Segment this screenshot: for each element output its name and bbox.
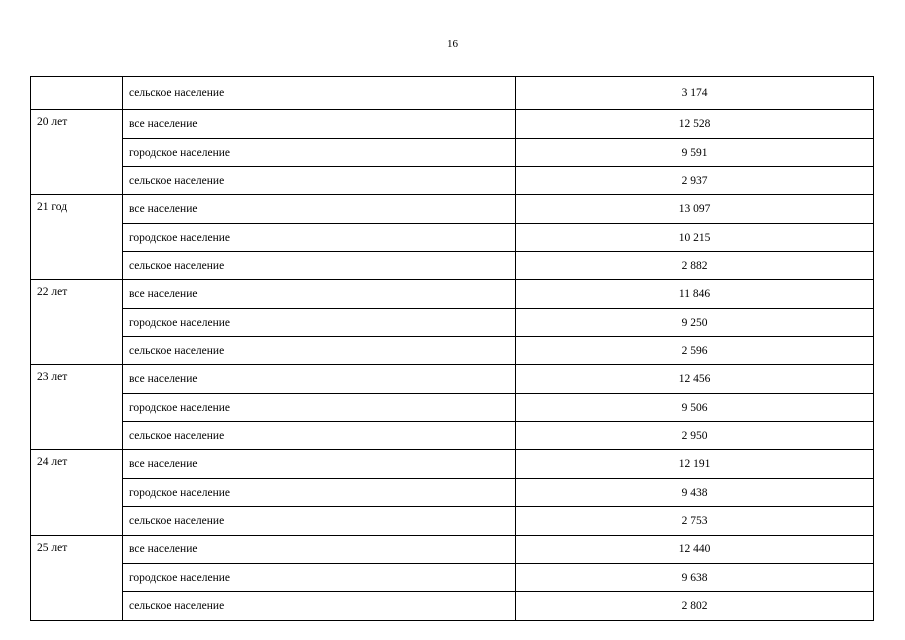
age-cell: 23 лет bbox=[31, 365, 123, 450]
table-row bbox=[31, 450, 874, 478]
age-cell: 21 год bbox=[31, 195, 123, 280]
population-table bbox=[30, 76, 874, 621]
population-value-cell: 2 882 bbox=[516, 252, 874, 280]
population-value-cell: 9 638 bbox=[516, 563, 874, 591]
age-cell: 22 лет bbox=[31, 280, 123, 365]
table-row bbox=[31, 77, 874, 110]
population-value-cell: 9 506 bbox=[516, 393, 874, 421]
table-row bbox=[31, 365, 874, 393]
population-type-cell: сельское население bbox=[123, 77, 516, 110]
table-row bbox=[31, 195, 874, 223]
table-row bbox=[31, 422, 874, 450]
table-row bbox=[31, 280, 874, 308]
population-value-cell: 12 456 bbox=[516, 365, 874, 393]
population-value-cell: 2 937 bbox=[516, 167, 874, 195]
population-type-cell: сельское население bbox=[123, 337, 516, 365]
population-value-cell: 10 215 bbox=[516, 223, 874, 251]
population-value-cell: 2 802 bbox=[516, 592, 874, 620]
table-row bbox=[31, 337, 874, 365]
population-type-cell: все население bbox=[123, 195, 516, 223]
population-value-cell: 11 846 bbox=[516, 280, 874, 308]
table-row bbox=[31, 223, 874, 251]
table-row bbox=[31, 592, 874, 620]
table-row bbox=[31, 507, 874, 535]
population-value-cell: 12 191 bbox=[516, 450, 874, 478]
population-value-cell: 12 528 bbox=[516, 110, 874, 138]
population-value-cell: 2 950 bbox=[516, 422, 874, 450]
table-row bbox=[31, 308, 874, 336]
table-row bbox=[31, 563, 874, 591]
population-type-cell: все население bbox=[123, 450, 516, 478]
table-row bbox=[31, 393, 874, 421]
table-row bbox=[31, 138, 874, 166]
population-value-cell: 9 250 bbox=[516, 308, 874, 336]
population-type-cell: городское население bbox=[123, 563, 516, 591]
age-cell: 25 лет bbox=[31, 535, 123, 620]
population-value-cell: 3 174 bbox=[516, 77, 874, 110]
population-type-cell: все население bbox=[123, 280, 516, 308]
population-type-cell: все население bbox=[123, 535, 516, 563]
age-cell: 24 лет bbox=[31, 450, 123, 535]
table-row bbox=[31, 252, 874, 280]
page-number: 16 bbox=[447, 38, 458, 50]
population-type-cell: городское население bbox=[123, 138, 516, 166]
age-cell: 20 лет bbox=[31, 110, 123, 195]
age-cell bbox=[31, 77, 123, 110]
population-value-cell: 9 438 bbox=[516, 478, 874, 506]
population-type-cell: сельское население bbox=[123, 592, 516, 620]
population-type-cell: городское население bbox=[123, 223, 516, 251]
population-value-cell: 13 097 bbox=[516, 195, 874, 223]
population-type-cell: городское население bbox=[123, 478, 516, 506]
population-type-cell: сельское население bbox=[123, 507, 516, 535]
population-type-cell: все население bbox=[123, 365, 516, 393]
population-type-cell: городское население bbox=[123, 308, 516, 336]
population-type-cell: сельское население bbox=[123, 167, 516, 195]
population-type-cell: сельское население bbox=[123, 422, 516, 450]
table-row bbox=[31, 478, 874, 506]
population-value-cell: 2 596 bbox=[516, 337, 874, 365]
population-type-cell: сельское население bbox=[123, 252, 516, 280]
table-row bbox=[31, 167, 874, 195]
population-type-cell: городское население bbox=[123, 393, 516, 421]
table-row bbox=[31, 110, 874, 138]
population-value-cell: 2 753 bbox=[516, 507, 874, 535]
population-value-cell: 9 591 bbox=[516, 138, 874, 166]
table-row bbox=[31, 535, 874, 563]
population-type-cell: все население bbox=[123, 110, 516, 138]
population-value-cell: 12 440 bbox=[516, 535, 874, 563]
